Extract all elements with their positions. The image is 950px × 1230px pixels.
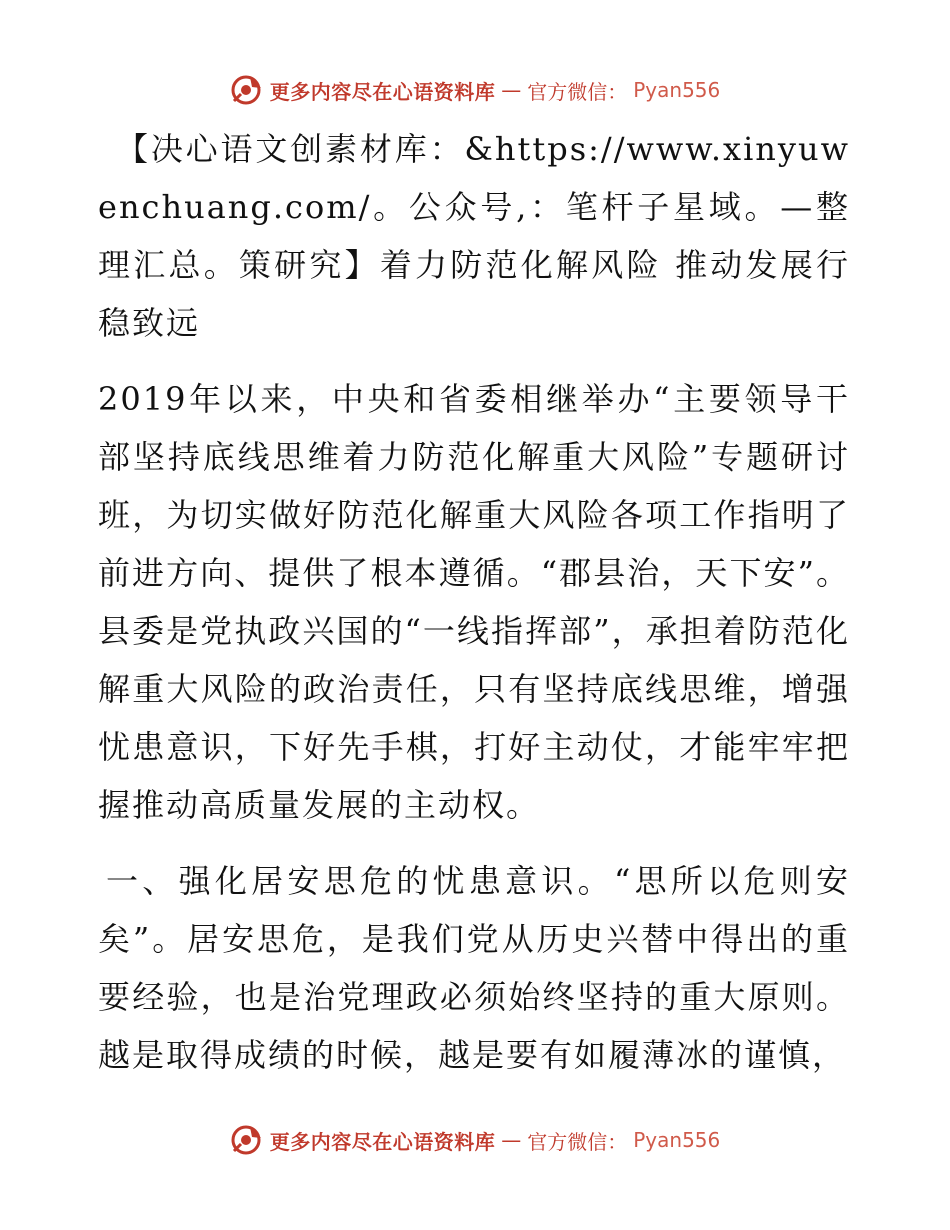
watermark-wechat-id: Pyan556: [633, 1128, 721, 1152]
watermark-inner: [230, 1123, 721, 1157]
watermark-sub-text: 官方微信：: [527, 79, 628, 104]
watermark-main-text: 更多内容尽在心语资料库: [269, 1129, 496, 1154]
watermark-main-text: 更多内容尽在心语资料库: [269, 79, 496, 104]
paragraph-intro: 2019年以来，中央和省委相继举办“主要领导干部坚持底线思维着力防范化解重大风险”专题研讨班，为切实做好防范化解重大风险各项工作指明了前进方向、提供了根本遵循。“郡县治，天下安”。县委是党执政兴国的“一线指挥部”，承担着防范化解重大风险的政治责任，只有坚持底线思维，增强忧患意识，下好先手棋，打好主动仗，才能牢牢把握推动高质量发展的主动权。: [98, 380, 850, 824]
watermark-dash: —: [501, 1128, 522, 1152]
footer-watermark-banner: [0, 1120, 950, 1160]
header-watermark-banner: [0, 70, 950, 110]
watermark-inner: [230, 73, 721, 107]
paragraph-title: 【决心语文创素材库：&https://www.xinyuwenchuang.com/。公众号,：笔杆子星域。—整理汇总。策研究】着力防范化解风险 推动发展行稳致远: [98, 130, 850, 342]
logo-icon: [230, 73, 264, 107]
logo-icon: [230, 1123, 264, 1157]
paragraph-section-one: 一、强化居安思危的忧患意识。“思所以危则安矣”。居安思危，是我们党从历史兴替中得出的重要经验，也是治党理政必须始终坚持的重大原则。越是取得成绩的时候，越是要有如履薄冰的谨慎，: [98, 862, 850, 1074]
document-body: [98, 120, 850, 1102]
watermark-wechat-id: Pyan556: [633, 78, 721, 102]
watermark-dash: —: [501, 78, 522, 102]
watermark-sub-text: 官方微信：: [527, 1129, 628, 1154]
